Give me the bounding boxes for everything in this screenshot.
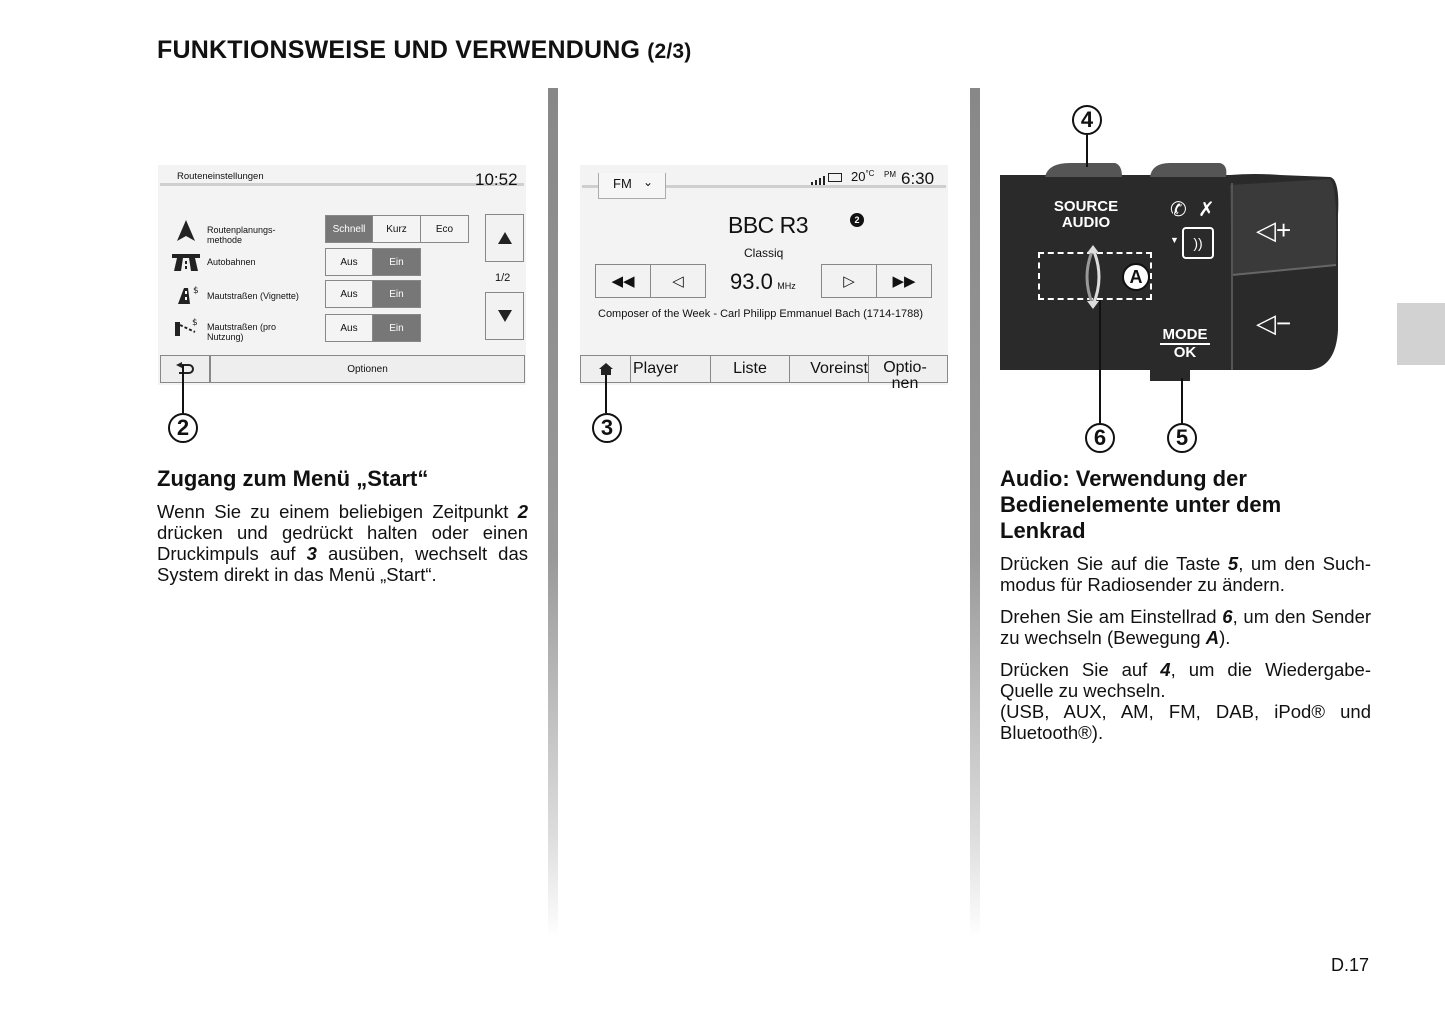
chapter-tab xyxy=(1397,303,1445,365)
per-use-on-button[interactable]: Ein xyxy=(372,314,421,342)
step-forward-button[interactable] xyxy=(821,264,877,298)
highways-off-button[interactable]: Aus xyxy=(325,248,373,276)
method-eco-button[interactable]: Eco xyxy=(420,215,469,243)
callout-6: 6 xyxy=(1085,423,1115,453)
row-label-vignette: Mautstraßen (Vignette) xyxy=(207,291,299,301)
tab-player[interactable]: Player xyxy=(630,355,711,383)
phone-icon: ✆ xyxy=(1170,199,1187,221)
fast-forward-icon: ▶▶ xyxy=(892,273,916,290)
frequency: 93.0 xyxy=(730,269,773,294)
source-audio-label: SOURCE AUDIO xyxy=(1053,198,1119,231)
callout-3-leader xyxy=(605,375,607,413)
section-heading-start-menu: Zugang zum Menü „Start“ xyxy=(157,466,429,491)
vignette-on-button[interactable]: Ein xyxy=(372,280,421,308)
wheel-rotation-icon xyxy=(1078,245,1108,309)
small-triangle-icon: ▼ xyxy=(1170,235,1179,245)
svg-text:$: $ xyxy=(192,318,198,328)
signal-strength-icon xyxy=(810,172,826,182)
per-use-off-button[interactable]: Aus xyxy=(325,314,373,342)
route-settings-screen xyxy=(158,165,526,385)
seek-back-button[interactable] xyxy=(595,264,651,298)
method-fast-button[interactable]: Schnell xyxy=(325,215,373,243)
radio-screen xyxy=(580,165,948,385)
vignette-off-button[interactable]: Aus xyxy=(325,280,373,308)
navigation-arrow-icon xyxy=(175,219,197,243)
method-short-button[interactable]: Kurz xyxy=(372,215,421,243)
steering-stalk-illustration xyxy=(1000,105,1340,385)
row-label-highways: Autobahnen xyxy=(207,257,256,267)
toll-per-use-icon xyxy=(173,317,201,337)
battery-icon xyxy=(828,173,842,182)
svg-text:$: $ xyxy=(193,286,199,296)
hangup-icon: ✗ xyxy=(1198,199,1215,221)
badge: 2 xyxy=(850,213,864,227)
chevron-down-icon: ⌄ xyxy=(643,175,654,189)
back-button[interactable] xyxy=(160,355,210,383)
station-name: BBC R3 xyxy=(728,212,809,238)
audio-paragraph-1: Drücken Sie auf die Taste 5, um den Such-modus für Radiosender zu ändern. xyxy=(1000,553,1371,595)
voice-command-icon: )) xyxy=(1182,227,1214,259)
mode-ok-label: MODE OK xyxy=(1160,327,1210,361)
frequency-display xyxy=(730,269,796,295)
step-right-icon: ▷ xyxy=(843,273,855,290)
start-menu-paragraph: Wenn Sie zu einem beliebigen Zeitpunkt 2 drücken und gedrückt halten oder einen Druckimpuls auf 3 ausüben, wechselt das System direkt in das Menü „Start“. xyxy=(157,501,529,585)
callout-3: 3 xyxy=(592,413,622,443)
callout-2-leader xyxy=(182,365,184,413)
callout-5: 5 xyxy=(1167,423,1197,453)
band-label: FM xyxy=(613,176,632,191)
column-divider xyxy=(970,88,980,938)
row-label-per-use: Mautstraßen (pro Nutzung) xyxy=(207,322,277,342)
options-button[interactable]: Optionen xyxy=(210,355,525,383)
rewind-icon: ◀◀ xyxy=(611,273,635,290)
clock: 10:52 xyxy=(475,170,518,189)
callout-5-leader xyxy=(1181,378,1183,424)
column-divider xyxy=(548,88,558,938)
tab-options[interactable] xyxy=(868,355,948,392)
volume-up-icon: ◁+ xyxy=(1256,215,1292,245)
toll-vignette-icon xyxy=(174,285,200,305)
movement-label-a: A xyxy=(1122,263,1150,291)
genre: Classiq xyxy=(744,246,784,260)
radiotext: Composer of the Week - Carl Philipp Emmanuel Bach (1714-1788) xyxy=(598,308,924,320)
triangle-down-icon xyxy=(498,310,512,322)
step-left-icon: ◁ xyxy=(672,273,684,290)
screen-title: Routeneinstellungen xyxy=(177,171,264,182)
scroll-up-button[interactable] xyxy=(485,214,524,262)
callout-2: 2 xyxy=(168,413,198,443)
frequency-unit: MHz xyxy=(777,281,796,291)
home-icon xyxy=(599,363,613,375)
section-heading-audio: Audio: Verwendung der Bedienelemente unter dem Lenkrad xyxy=(1000,466,1282,543)
seek-forward-button[interactable] xyxy=(876,264,932,298)
band-selector[interactable] xyxy=(598,173,666,199)
back-arrow-icon xyxy=(175,362,195,376)
page-title-suffix: (2/3) xyxy=(647,40,692,63)
callout-4-leader xyxy=(1086,135,1088,167)
step-back-button[interactable] xyxy=(650,264,706,298)
tab-presets[interactable]: Voreinst xyxy=(789,355,869,383)
temperature: $20^{^\circ C}$ xyxy=(851,169,875,184)
clock: 6:30 xyxy=(901,169,935,188)
audio-paragraph-3: Drücken Sie auf 4, um die Wiedergabe-Quelle zu wechseln. (USB, AUX, AM, FM, DAB, iPod® und Bluetooth®). xyxy=(1000,659,1371,743)
tab-options-label: Optio-nen xyxy=(883,359,927,392)
highway-icon xyxy=(171,253,201,271)
callout-6-leader xyxy=(1099,300,1101,424)
row-label-method: Routenplanungs-methode xyxy=(207,225,276,245)
callout-4: 4 xyxy=(1072,105,1102,135)
volume-down-icon: ◁− xyxy=(1256,308,1292,338)
header-rule xyxy=(160,183,524,186)
page-indicator: 1/2 xyxy=(495,272,511,284)
page-title: FUNKTIONSWEISE UND VERWENDUNG (2/3) xyxy=(157,36,692,64)
highways-on-button[interactable]: Ein xyxy=(372,248,421,276)
triangle-up-icon xyxy=(498,232,512,244)
audio-paragraph-2: Drehen Sie am Einstellrad 6, um den Sender zu wechseln (Bewegung A). xyxy=(1000,606,1372,648)
scroll-down-button[interactable] xyxy=(485,292,524,340)
tab-list[interactable]: Liste xyxy=(710,355,790,383)
ampm: PM xyxy=(884,170,896,179)
page-number: D.17 xyxy=(1331,955,1370,975)
